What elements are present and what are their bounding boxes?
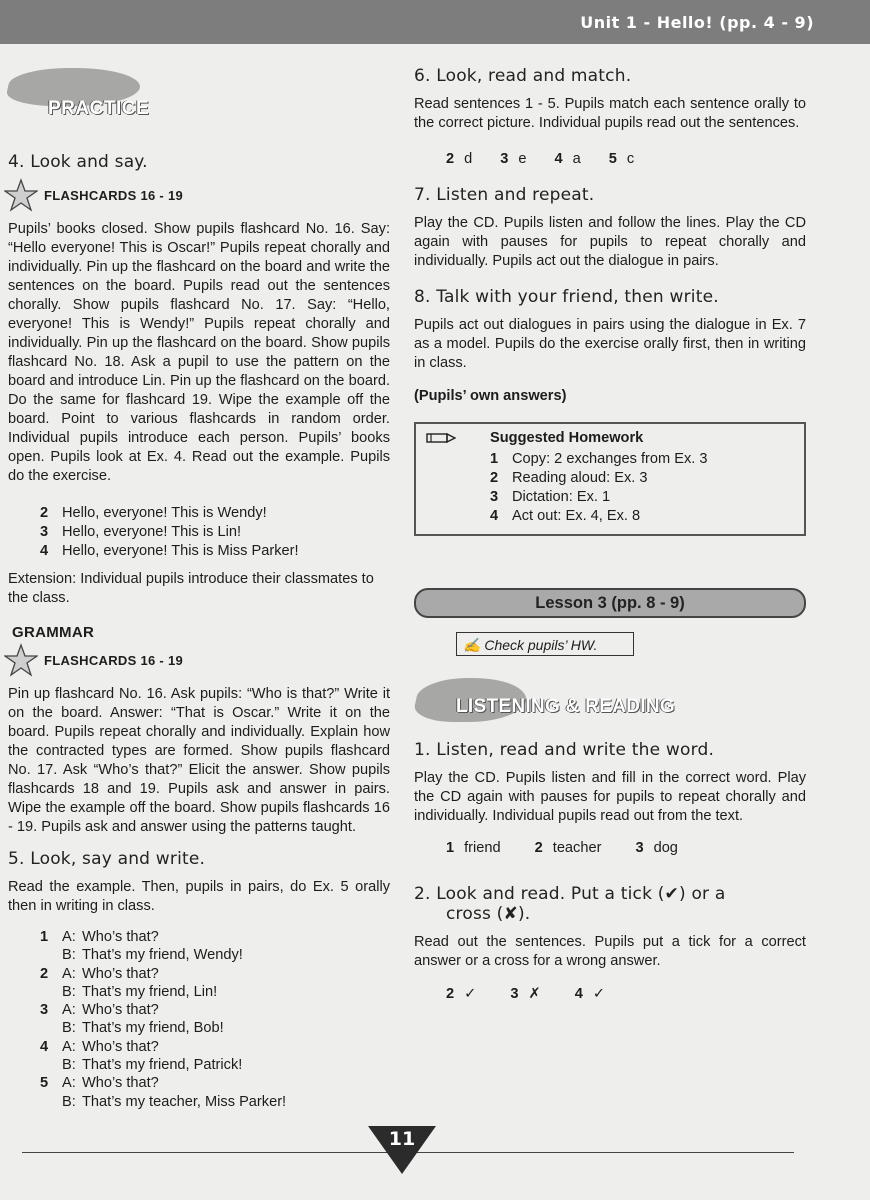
answer-item: 5 c <box>608 151 635 167</box>
homework-item: 1 Copy: 2 exchanges from Ex. 3 <box>490 451 708 467</box>
exercise-8-instructions: Pupils act out dialogues in pairs using the dialogue in Ex. 7 as a model. Pupils do the exercise orally first, then in writing in class. <box>414 317 806 371</box>
exercise-4-answers <box>40 504 390 561</box>
pencil-icon <box>426 430 456 446</box>
exercise-6-answers <box>446 151 806 167</box>
flashcards-heading <box>4 178 390 212</box>
exercise-7-title: 7. Listen and repeat. <box>414 185 595 205</box>
lesson-banner: Lesson 3 (pp. 8 - 9) <box>414 588 806 618</box>
answer-item: 1 friend <box>446 840 501 856</box>
homework-item: 2 Reading aloud: Ex. 3 <box>490 470 648 486</box>
unit-title: Unit 1 - Hello! (pp. 4 - 9) <box>580 13 814 32</box>
answer-item: 4 a <box>554 151 581 167</box>
answer-item: 2 Hello, everyone! This is Wendy! <box>40 505 267 521</box>
homework-title: Suggested Homework <box>490 430 644 446</box>
listening-reading-label: LISTENING & READING <box>456 696 675 717</box>
listening-reading-heading <box>414 666 806 736</box>
right-column <box>414 66 806 1002</box>
exercise-4-instructions: Pupils’ books closed. Show pupils flashcard No. 16. Say: “Hello everyone! This is Oscar!” Pupils repeat chorally and individually. Pin up the flashcard on the board and write the sentences on the board. Pupils read out the sentences chorally. Show pupils flashcard No. 17. Say: “Hello, everyone! This is Wendy!” Pupils repeat chorally and individually. Pin up the flashcard on the board. Show pupils flashcard No. 18. Ask a pupil to use the pattern on the board and introduce Lin. Pin up the flashcard on the board. Do the same for flashcard 19. Wipe the example off the board. Point to various flashcards in random order. Individual pupils introduce each person. Pupils’ books open. Pupils look at Ex. 4. Read out the example. Pupils do the exercise. <box>8 221 390 484</box>
dialogue-line: B: That’s my friend, Bob! <box>62 1020 224 1037</box>
exercise-1-answers <box>446 840 806 856</box>
practice-heading <box>8 58 390 120</box>
own-answers-note: (Pupils’ own answers) <box>414 388 567 404</box>
dialogue-line: B: That’s my friend, Patrick! <box>62 1057 243 1074</box>
grammar-instructions: Pin up flashcard No. 16. Ask pupils: “Who is that?” Write it on the board. Answer: “That is Oscar.” Write it on the board. Pupils repeat chorally and individually. Explain how the contracted types are formed. Show pupils flashcard No. 17. Ask “Who’s that?” Elicit the answer. Show pupils flashcards 18 and 19. Pupils ask and answer in pairs. Wipe the example off the board. Show pupils flashcards 16 - 19. Pupils ask and answer using the patterns taught. <box>8 686 390 835</box>
header-bar <box>0 0 870 44</box>
extension-note: Extension: Individual pupils introduce their classmates to the class. <box>8 571 374 606</box>
exercise-5-title: 5. Look, say and write. <box>8 849 206 869</box>
answer-item: 2 ✓ <box>446 986 477 1002</box>
dialogue-line: B: That’s my teacher, Miss Parker! <box>62 1093 287 1110</box>
star-icon <box>4 643 38 677</box>
exercise-1-instructions: Play the CD. Pupils listen and fill in the correct word. Play the CD again with pauses for pupils to repeat chorally and individually. Individual pupils read out from the text. <box>414 770 806 824</box>
exercise-2-answers <box>446 985 806 1002</box>
answer-item: 3 dog <box>635 840 678 856</box>
dialogue-line: B: That’s my friend, Lin! <box>62 983 218 1000</box>
answer-item: 4 ✓ <box>574 986 606 1002</box>
check-homework-box: ✍ Check pupils’ HW. <box>456 632 634 656</box>
answer-item: 2 teacher <box>534 840 602 856</box>
dialogue-line: 2 A: Who’s that? <box>40 965 159 982</box>
answer-item: 3 Hello, everyone! This is Lin! <box>40 524 241 540</box>
exercise-6-instructions: Read sentences 1 - 5. Pupils match each sentence orally to the correct picture. Individual pupils read out the sentences. <box>414 96 806 131</box>
grammar-heading: GRAMMAR <box>12 624 95 641</box>
answer-item: 4 Hello, everyone! This is Miss Parker! <box>40 543 299 559</box>
flashcards-label: FLASHCARDS 16 - 19 <box>44 187 184 203</box>
exercise-5-instructions: Read the example. Then, pupils in pairs, do Ex. 5 orally then in writing in class. <box>8 879 390 914</box>
homework-item: 3 Dictation: Ex. 1 <box>490 489 611 505</box>
star-icon <box>4 178 38 212</box>
exercise-6-title: 6. Look, read and match. <box>414 66 632 86</box>
exercise-2-title: 2. Look and read. Put a tick (✔) or a cross (✘). <box>414 884 726 924</box>
practice-label: PRACTICE <box>48 98 150 119</box>
dialogue-line: 1 A: Who’s that? <box>40 929 159 945</box>
left-column <box>8 58 390 1111</box>
exercise-2-instructions: Read out the sentences. Pupils put a tick for a correct answer or a cross for a wrong answer. <box>414 934 806 969</box>
exercise-4-title: 4. Look and say. <box>8 152 148 172</box>
dialogue-line: B: That’s my friend, Wendy! <box>62 947 243 964</box>
answer-item: 3 ✗ <box>510 986 541 1002</box>
homework-item: 4 Act out: Ex. 4, Ex. 8 <box>490 508 641 524</box>
answer-item: 2 d <box>446 151 473 167</box>
dialogue-line: 3 A: Who’s that? <box>40 1002 159 1019</box>
suggested-homework-box <box>414 422 806 536</box>
answer-item: 3 e <box>500 151 527 167</box>
grammar-flashcards-heading <box>4 643 390 677</box>
flashcards-label: FLASHCARDS 16 - 19 <box>44 652 184 668</box>
exercise-5-dialogues <box>40 928 390 1111</box>
exercise-1-title: 1. Listen, read and write the word. <box>414 740 715 760</box>
page-number: 11 <box>388 1128 416 1150</box>
exercise-7-instructions: Play the CD. Pupils listen and follow the lines. Play the CD again with pauses for pupils to repeat chorally and individually. Pupils act out the dialogue in pairs. <box>414 215 806 269</box>
exercise-8-title: 8. Talk with your friend, then write. <box>414 287 719 307</box>
dialogue-line: 5 A: Who’s that? <box>40 1075 159 1092</box>
dialogue-line: 4 A: Who’s that? <box>40 1038 159 1055</box>
